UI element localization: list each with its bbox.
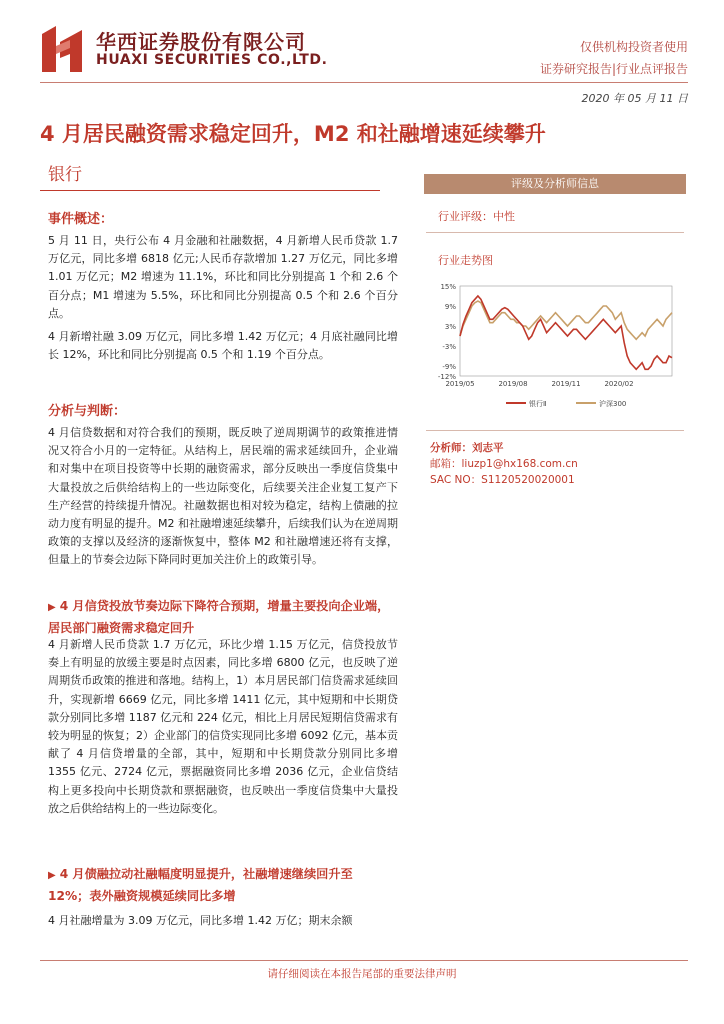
loan-paragraph: 4 月新增人民币贷款 1.7 万亿元，环比少增 1.15 万亿元，信贷投放节奏上有明显的放缓主要是时点因素，同比多增 6800 亿元，也反映了逆周期货币政策的推进和落地。结构上，1）本月居民部门信贷需求延续回升，实现新增 6669 亿元，同比多增 1411 亿元，其中短期和中长期贷款分别同比多增 1187 亿元和 224 亿元，相比上月居民短期信贷需求有较为明显的恢复；2）企业部门的信贷实现同比多增 6092 亿元，基本贡献了 4 月信贷增量的全部，其中，短期和中长期贷款分别同比多增 1355 亿元、2724 亿元，票据融资同比多增 2036 亿元，企业信贷结构上更多投向中长期贷款和票据融资，也反映出一季度信贷集中大量投放之后供给结构上的一些边际变化。 [48, 638, 398, 815]
bullet-heading-1-text: 4 月信贷投放节奏边际下降符合预期，增量主要投向企业端，居民部门融资需求稳定回升 [48, 599, 390, 635]
rating-analyst-header: 评级及分析师信息 [424, 174, 686, 194]
x-tick-label: 2019/11 [551, 380, 581, 388]
trend-title: 行业走势图 [438, 254, 493, 267]
x-tick-label: 2020/02 [604, 380, 634, 388]
legend-label: 沪深300 [599, 400, 627, 408]
x-tick-label: 2019/05 [445, 380, 475, 388]
y-tick-label: 9% [444, 303, 456, 311]
industry-divider [40, 190, 380, 191]
plot-frame [460, 286, 672, 376]
analysis-heading: 分析与判断： [48, 404, 127, 419]
analyst-email [430, 456, 578, 471]
analyst-name: 刘志平 [472, 442, 504, 454]
footer-divider [40, 960, 688, 961]
sac-label: SAC NO： [430, 474, 482, 486]
y-tick-label: 15% [440, 283, 456, 291]
analyst [430, 440, 504, 455]
bullet-heading-2-text: 4 月债融拉动社融幅度明显提升，社融增速继续回升至 12%；表外融资规模延续同比多增 [48, 867, 353, 903]
industry-rating [438, 208, 515, 224]
company-name-cn: 华西证券股份有限公司 [96, 30, 306, 54]
triangle-bullet-icon: ▶ [48, 870, 56, 881]
event-heading: 事件概述： [48, 212, 114, 227]
email-value[interactable]: liuzp1@hx168.com.cn [461, 458, 578, 470]
audience-note: 仅供机构投资者使用 [579, 40, 688, 54]
header-divider [40, 82, 688, 83]
legal-notice: 请仔细阅读在本报告尾部的重要法律声明 [267, 968, 457, 980]
rating-label: 行业评级： [438, 210, 493, 223]
sidebar-divider [426, 430, 684, 431]
report-title: 4 月居民融资需求稳定回升，M2 和社融增速延续攀升 [40, 122, 546, 146]
y-tick-label: -12% [437, 373, 456, 381]
analyst-sac [430, 472, 575, 487]
analyst-label: 分析师： [430, 442, 472, 454]
analysis-paragraph: 4 月信贷数据和对符合我们的预期，既反映了逆周期调节的政策推进情况又符合小月的一定特征。从结构上，居民端的需求延续回升，企业端和对集中在项目投资等中长期的融资需求，部分反映出一季度信贷集中大量投放之后供给结构上的一些边际变化，后续要关注企业复工复产下生产经营的持续提升情况。社融数据也相对较为稳定，结构上债融的拉动力度有明显的提升。M2 和社融增速延续攀升，后续我们认为在逆周期政策的支撑以及经济的逐渐恢复中，整体 M2 和社融增速还将有支撑，但量上的节奏会边际下降同时更加关注价上的政策引导。 [48, 426, 398, 567]
sac-value: S1120520020001 [481, 474, 575, 486]
x-tick-label: 2019/08 [498, 380, 528, 388]
legend-label: 银行Ⅱ [529, 400, 547, 408]
email-label: 邮箱： [430, 458, 462, 470]
y-tick-label: -9% [442, 363, 456, 371]
series-line-bank [460, 296, 672, 369]
y-tick-label: 3% [444, 323, 456, 331]
report-type: 证券研究报告|行业点评报告 [539, 62, 688, 76]
sidebar-divider [426, 232, 684, 233]
company-name-en: HUAXI SECURITIES CO.,LTD. [96, 52, 328, 68]
bullet-heading-1 [48, 596, 398, 638]
triangle-bullet-icon: ▶ [48, 602, 56, 613]
rating-value: 中性 [493, 210, 515, 223]
industry-label: 银行 [48, 165, 82, 185]
report-date: 2020 年 05 月 11 日 [581, 92, 688, 105]
social-finance-paragraph: 4 月社融增量为 3.09 万亿元，同比多增 1.42 万亿；期末余额 [48, 914, 353, 927]
company-logo [40, 24, 84, 74]
event-paragraph-1: 5 月 11 日，央行公布 4 月金融和社融数据，4 月新增人民币贷款 1.7 万亿元，同比多增 6818 亿元;人民币存款增加 1.27 万亿元，同比多增 1.01 万亿元；M2 增速为 11.1%，环比和同比分别提高 1 个和 2.6 个百分点；M1 增速为 5.5%，环比和同比分别提高 0.5 个和 2.6 个百分点。 [48, 234, 398, 320]
y-tick-label: -3% [442, 343, 456, 351]
industry-trend-chart [426, 278, 684, 418]
event-paragraph-2: 4 月新增社融 3.09 万亿元，同比多增 1.42 万亿元；4 月底社融同比增长 12%，环比和同比分别提高 0.5 个和 1.19 个百分点。 [48, 330, 398, 362]
bullet-heading-2 [48, 864, 398, 906]
